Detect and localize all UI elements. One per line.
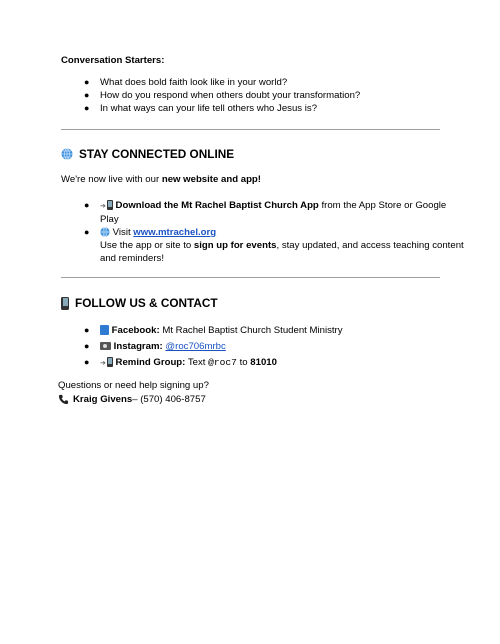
instagram-link[interactable]: @roc706mrbc xyxy=(165,341,226,352)
section-divider xyxy=(61,129,440,130)
list-item: ● How do you respond when others doubt your transformation? xyxy=(84,90,361,101)
list-item-facebook: ● Facebook: Mt Rachel Baptist Church Student Ministry xyxy=(84,325,343,336)
list-item: ● In what ways can your life tell others who Jesus is? xyxy=(84,103,318,114)
website-link[interactable]: www.mtrachel.org xyxy=(133,227,217,238)
globe-icon xyxy=(100,227,110,237)
conversation-starters-heading: Conversation Starters: xyxy=(61,55,165,66)
online-list xyxy=(61,199,464,265)
conversation-starters-list xyxy=(61,76,360,115)
help-question: Questions or need help signing up? xyxy=(58,380,209,391)
stay-connected-heading: STAY CONNECTED ONLINE xyxy=(61,147,234,161)
online-intro: We're now live with our new website and app! xyxy=(61,174,261,185)
telephone-receiver-icon xyxy=(58,394,69,405)
list-item-website: ● Visit www.mtrachel.org Use the app or site to sign up for events, stay updated, and access teaching content and reminders! xyxy=(84,227,464,264)
contact-line: Kraig Givens – (570) 406-8757 xyxy=(58,394,206,405)
blue-book-icon xyxy=(100,325,109,335)
globe-icon xyxy=(61,148,73,160)
list-item-instagram: ● Instagram: @roc706mrbc xyxy=(84,341,226,352)
section-divider xyxy=(61,277,440,278)
follow-us-heading: FOLLOW US & CONTACT xyxy=(61,296,218,310)
list-item: ● What does bold faith look like in your world? xyxy=(84,77,288,88)
list-item-remind: ● ➜ Remind Group: Text @roc7 to 81010 xyxy=(84,357,277,368)
mobile-phone-icon xyxy=(107,357,113,367)
list-item-app: ● ➜ Download the Mt Rachel Baptist Church App from the App Store or Google Play xyxy=(84,200,447,225)
camera-icon xyxy=(100,342,111,350)
mobile-phone-icon xyxy=(61,297,69,310)
follow-list xyxy=(61,324,343,370)
mobile-phone-icon xyxy=(107,200,113,210)
